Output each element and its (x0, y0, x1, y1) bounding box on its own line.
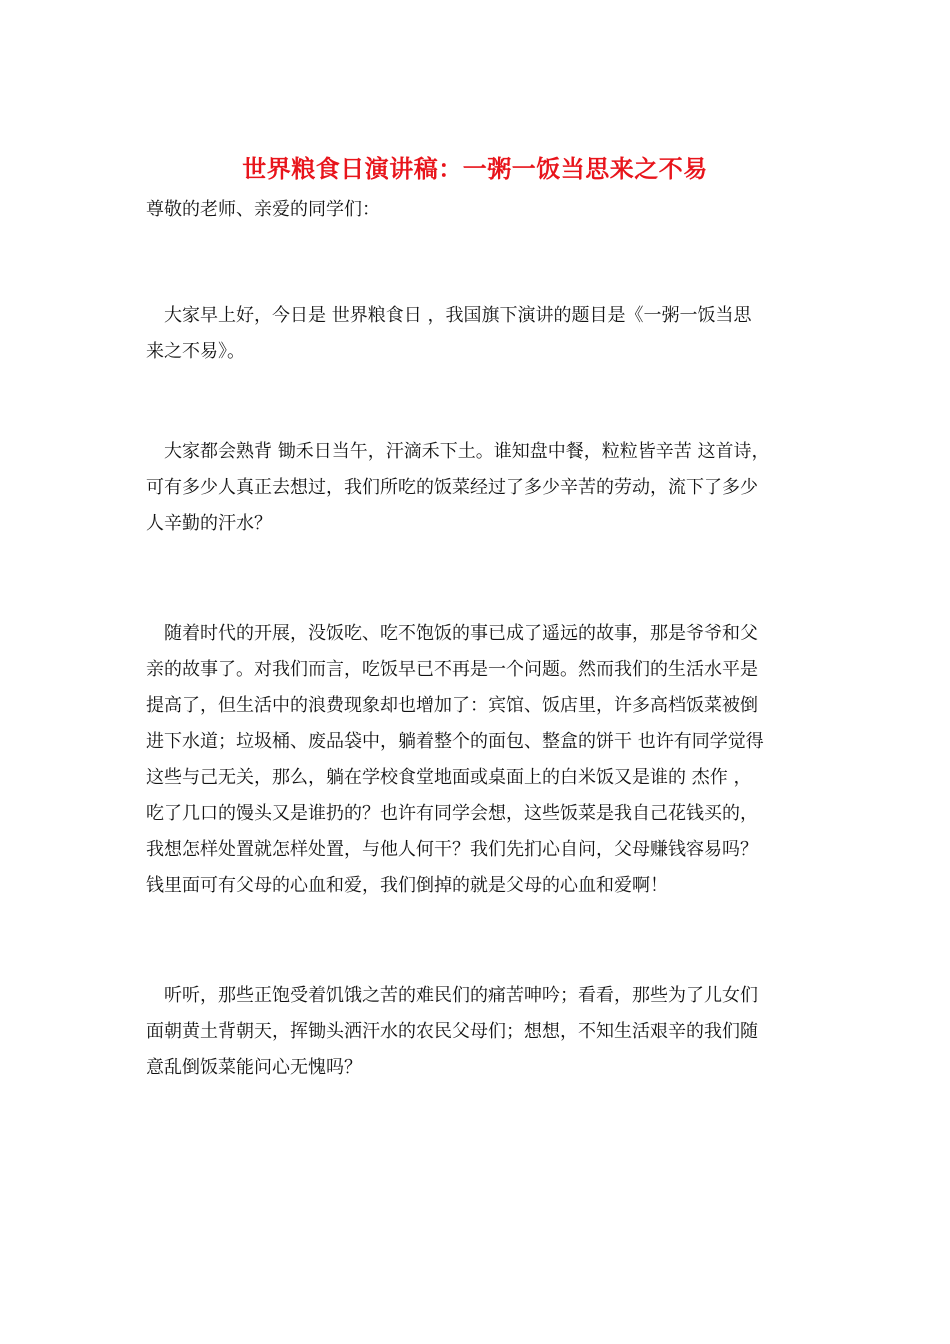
paragraph-line: 提高了，但生活中的浪费现象却也增加了：宾馆、饭店里，许多高档饭菜被倒 (146, 695, 758, 716)
paragraph-3 (146, 616, 810, 904)
paragraph-line: 大家早上好，今日是 世界粮食日 ，我国旗下演讲的题目是《一粥一饭当思 (146, 305, 752, 326)
paragraph-line: 我想怎样处置就怎样处置，与他人何干？我们先扪心自问，父母赚钱容易吗？ (146, 839, 758, 860)
paragraph-line: 面朝黄土背朝天，挥锄头洒汗水的农民父母们；想想，不知生活艰辛的我们随 (146, 1021, 758, 1042)
salutation: 尊敬的老师、亲爱的同学们： (146, 199, 380, 220)
paragraph-line: 这些与己无关，那么，躺在学校食堂地面或桌面上的白米饭又是谁的 杰作 ， (146, 767, 752, 788)
paragraph-line: 意乱倒饭菜能问心无愧吗？ (146, 1057, 362, 1078)
document-title: 世界粮食日演讲稿：一粥一饭当思来之不易 (242, 154, 708, 183)
paragraph-line: 听听，那些正饱受着饥饿之苦的难民们的痛苦呻吟；看看，那些为了儿女们 (146, 985, 758, 1006)
paragraph-line: 来之不易》。 (146, 341, 245, 362)
paragraph-line: 大家都会熟背 锄禾日当午，汗滴禾下土。谁知盘中餐，粒粒皆辛苦 这首诗， (146, 441, 770, 462)
paragraph-line: 钱里面可有父母的心血和爱，我们倒掉的就是父母的心血和爱啊！ (146, 875, 668, 896)
paragraph-line: 吃了几口的馒头又是谁扔的？也许有同学会想，这些饭菜是我自己花钱买的， (146, 803, 758, 824)
paragraph-line: 进下水道；垃圾桶、废品袋中，躺着整个的面包、整盒的饼干 也许有同学觉得 (146, 731, 764, 752)
paragraph-line: 随着时代的开展，没饭吃、吃不饱饭的事已成了遥远的故事，那是爷爷和父 (146, 623, 758, 644)
paragraph-line: 亲的故事了。对我们而言，吃饭早已不再是一个问题。然而我们的生活水平是 (146, 659, 758, 680)
paragraph-line: 人辛勤的汗水？ (146, 513, 272, 534)
paragraph-2 (146, 434, 810, 542)
paragraph-1 (146, 298, 810, 370)
paragraph-4 (146, 978, 810, 1086)
paragraph-line: 可有多少人真正去想过，我们所吃的饭菜经过了多少辛苦的劳动，流下了多少 (146, 477, 758, 498)
